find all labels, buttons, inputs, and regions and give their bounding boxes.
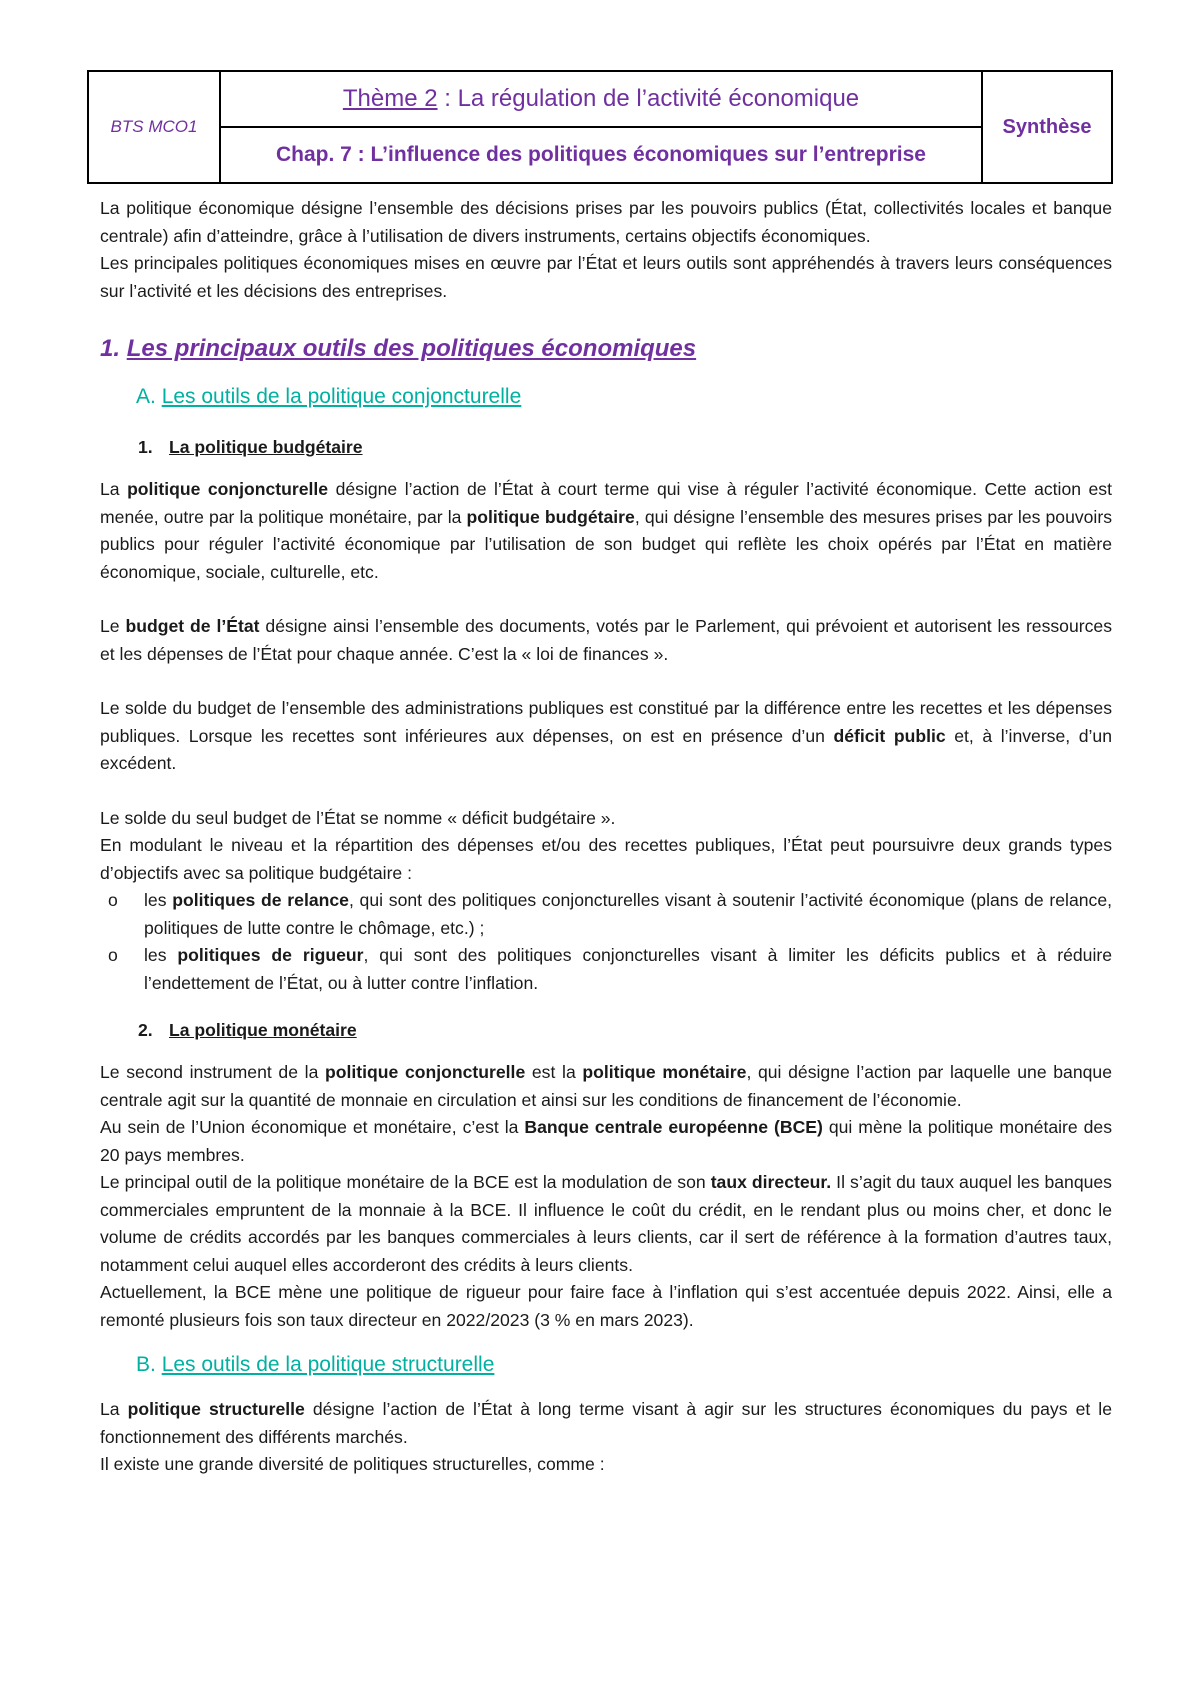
theme-title — [221, 72, 981, 128]
section-b-number: B. — [136, 1353, 162, 1376]
subsection-2-heading — [138, 1015, 1112, 1045]
theme-label: Thème 2 — [342, 85, 438, 112]
budget-paragraph-1: La politique conjoncturelle désigne l’action de l’État à court terme qui vise à réguler l’activité économique. Cette action est menée, outre par la politique monétaire, par la politique budgétaire, qui désigne l’ensemble des mesures prises par les pouvoirs publics pour réguler l’activité économique par l’utilisation de son budget qui reflète les choix opérés par l’État en matière économique, sociale, culturelle, etc. — [100, 479, 1112, 582]
subsection-1-heading — [138, 432, 1112, 462]
chapter-title: Chap. 7 : L’influence des politiques économiques sur l’entreprise — [276, 143, 926, 166]
section-1-heading — [100, 332, 1112, 366]
section-a-heading — [136, 380, 1112, 414]
section-b-heading — [136, 1348, 1112, 1382]
bullet-mark: o — [108, 945, 118, 965]
budget-paragraph-3: Le solde du budget de l’ensemble des administrations publiques est constitué par la différence entre les recettes et les dépenses publiques. Lorsque les recettes sont inférieures aux dépenses, on est en présence d’un déficit public et, à l’inverse, d’un excédent. — [100, 698, 1112, 773]
header-table — [87, 70, 1113, 184]
section-1-number: 1. — [100, 335, 127, 362]
budget-objectives-list — [100, 887, 1112, 997]
theme-text: : La régulation de l’activité économique — [437, 85, 860, 112]
list-item: o les politiques de relance, qui sont des politiques conjoncturelles visant à soutenir l’activité économique (plans de relance, politiques de lutte contre le chômage, etc.) ; — [100, 887, 1112, 942]
intro-paragraph-1: La politique économique désigne l’ensemble des décisions prises par les pouvoirs publics (État, collectivités locales et banque centrale) afin d’atteindre, grâce à l’utilisation de divers instruments, certains objectifs économiques. — [100, 198, 1112, 246]
section-a-title: Les outils de la politique conjoncturelle — [161, 385, 522, 408]
budget-paragraph-5: En modulant le niveau et la répartition des dépenses et/ou des recettes publiques, l’État peut poursuivre deux grands types d’objectifs avec sa politique budgétaire : — [100, 835, 1112, 883]
subsection-1-title: La politique budgétaire — [169, 437, 363, 457]
subsection-2-title: La politique monétaire — [169, 1020, 357, 1040]
budget-paragraph-4: Le solde du seul budget de l’État se nomme « déficit budgétaire ». — [100, 807, 616, 828]
section-1-title: Les principaux outils des politiques économiques — [126, 335, 697, 362]
structural-paragraph-1: La politique structurelle désigne l’action de l’État à long terme visant à agir sur les structures économiques du pays et le fonctionnement des différents marchés. — [100, 1399, 1112, 1447]
header-doc-type: Synthèse — [1002, 115, 1092, 138]
section-b-title: Les outils de la politique structurelle — [161, 1353, 495, 1376]
list-item: o les politiques de rigueur, qui sont des politiques conjoncturelles visant à limiter les déficits publics et à réduire l’endettement de l’État, ou à lutter contre l’inflation. — [100, 942, 1112, 997]
monetary-paragraph-4: Actuellement, la BCE mène une politique de rigueur pour faire face à l’inflation qui s’est accentuée depuis 2022. Ainsi, elle a remonté plusieurs fois son taux directeur en 2022/2023 (3 % en mars 2023). — [100, 1282, 1112, 1330]
bullet-mark: o — [108, 890, 118, 910]
section-a-number: A. — [136, 385, 162, 408]
monetary-paragraph-2: Au sein de l’Union économique et monétaire, c’est la Banque centrale européenne (BCE) qui mène la politique monétaire des 20 pays membres. — [100, 1117, 1113, 1165]
intro-paragraph-2: Les principales politiques économiques mises en œuvre par l’État et leurs outils sont appréhendés à travers leurs conséquences sur l’activité et les décisions des entreprises. — [100, 253, 1112, 301]
subsection-2-number: 2. — [138, 1020, 153, 1040]
budget-paragraph-2: Le budget de l’État désigne ainsi l’ensemble des documents, votés par le Parlement, qui prévoient et autorisent les ressources et les dépenses de l’État pour chaque année. C’est la « loi de finances ». — [100, 616, 1112, 664]
monetary-paragraph-3: Le principal outil de la politique monétaire de la BCE est la modulation de son taux directeur. Il s’agit du taux auquel les banques commerciales empruntent de la monnaie à la BCE. Il influence le coût du crédit, en le rendant plus ou moins cher, et donc le volume de crédits accordés par les banques commerciales à leurs clients, car il sert de référence à la formation d’autres taux, notamment celui auquel elles accorderont des crédits à leurs clients. — [100, 1172, 1112, 1275]
header-title-block — [221, 72, 983, 182]
monetary-paragraph-1: Le second instrument de la politique conjoncturelle est la politique monétaire, qui désigne l’action par laquelle une banque centrale agit sur la quantité de monnaie en circulation et ainsi sur les conditions de financement de l’économie. — [100, 1062, 1112, 1110]
subsection-1-number: 1. — [138, 437, 153, 457]
header-class-label: BTS MCO1 — [89, 72, 221, 182]
structural-paragraph-2: Il existe une grande diversité de politiques structurelles, comme : — [100, 1454, 605, 1474]
document-body — [100, 195, 1112, 1479]
